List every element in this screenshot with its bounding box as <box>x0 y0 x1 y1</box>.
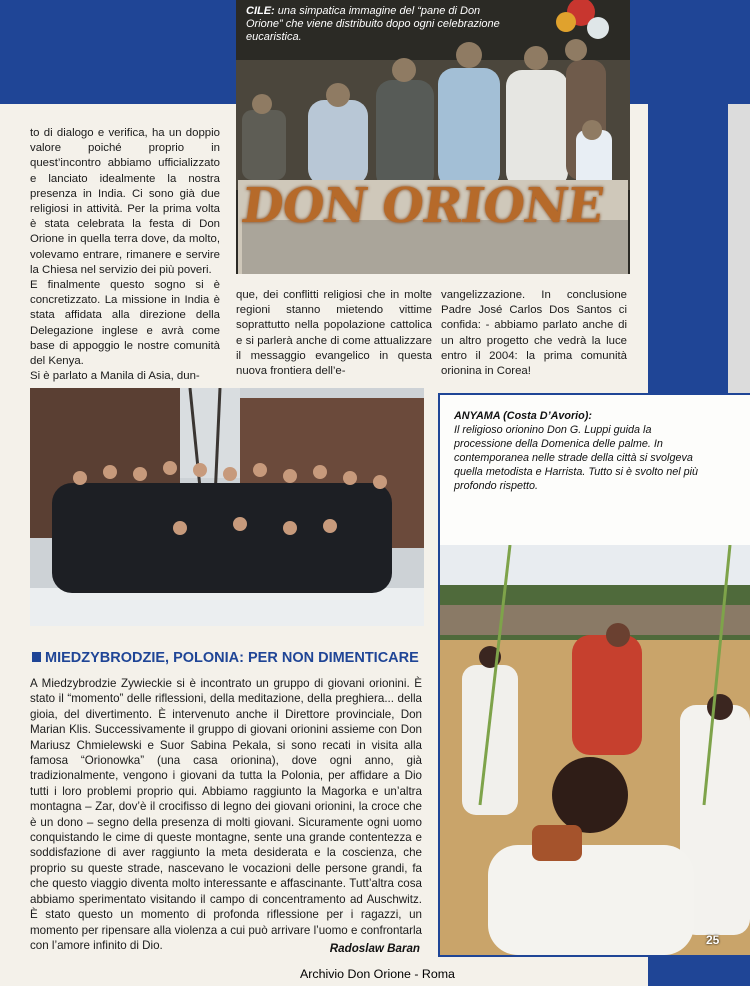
anyama-text: Il religioso orionino Don G. Luppi guida la processione della Domenica delle palme. In contemporanea nelle strade della città si svolgeva quella metodista e Harrista. Tutto si è svolto nel più profondo rispetto. <box>454 424 699 492</box>
article-top-col2: que, dei conflitti religiosi che in molte regioni stanno mietendo vittime soprattutto nella popolazione cattolica e si parlerà anche di come attualizzare il messaggio evangelico in questa nuova frontiera dell’e- <box>236 289 432 378</box>
article-top-col1 <box>30 126 220 384</box>
col1-para2: E finalmente questo sogno si è concretizzato. La missione in India è stata affidata alla direzione della Delegazione inglese e avrà come base di appoggio le nostre comunità del Kenya. <box>30 279 220 368</box>
bread-letters: DON ORIONE <box>238 178 607 234</box>
right-white-strip <box>728 104 750 393</box>
anyama-photo-frame <box>438 393 750 957</box>
top-photo-caption <box>246 5 501 44</box>
poland-group-photo <box>30 388 424 626</box>
caption-place: CILE: <box>246 5 275 17</box>
heading-text: MIEDZYBRODZIE, POLONIA: PER NON DIMENTICARE <box>45 650 419 666</box>
page-number: 25 <box>706 933 720 947</box>
section-heading <box>32 650 432 666</box>
anyama-scene <box>440 545 750 955</box>
blue-band-bottom <box>648 955 750 986</box>
archive-footer: Archivio Don Orione - Roma <box>300 967 455 981</box>
col1-para3: Si è parlato a Manila di Asia, dun- <box>30 370 200 383</box>
article-top-col3: vangelizzazione. In conclusione Padre José Carlos Dos Santos ci confida: - abbiamo parlato anche di un altro progetto che vedrà la luce entro il 2004: la prima comunità orionina in Corea! <box>441 289 627 378</box>
col1-para1: to di dialogo e verifica, ha un doppio valore poiché proprio in quest’incontro abbiamo ufficializzato e lanciato idealmente la nostra presenza in India. Ci sono già due religiosi in attività. Per la prima volta è stata celebrata la festa di Don Orione in quella terra dove, da molto, volevamo entrare, rimanere e servire la Chiesa nel servizio dei più poveri. <box>30 127 220 276</box>
anyama-caption <box>454 409 700 493</box>
caption-text: una simpatica immagine del “pane di Don Orione” che viene distribuito dopo ogni celebrazione eucaristica. <box>246 5 500 43</box>
anyama-place: ANYAMA (Costa D’Avorio): <box>454 410 592 422</box>
top-photo <box>236 0 630 274</box>
poland-scene <box>30 388 424 626</box>
heading-bullet <box>32 652 41 662</box>
article-bottom-body: A Miedzybrodzie Zywieckie si è incontrato un gruppo di giovani orionini. È stato il “momento” delle riflessioni, della meditazione, della preghiera... della gioia, del divertimento. È intervenuto anche il Direttore provinciale, Don Marian Klis. Successivamente il gruppo di giovani orionini assieme con Don Mariusz Chmielewski e Suor Sabina Pekala, si sono recati in visita alla famosa “Orionowka” (una casa orionina), dove ogni anno, già tradizionalmente, vengono i giovani da tutta la Polonia, per affidare a Dio tutti i loro problemi proprio qui. Abbiamo raggiunto la Magorka e un’altra montagna – Zar, dov’è il crocifisso di legno dei giovani orionini, la croce che è un dono – segno della presenza di molti giovani. Sicuramente ogni uomo conquistando le cime di queste montagne, sente una grande contentezza e soddisfazione di aver raggiunto la meta desiderata e la coscienza, che proprio su queste strade, nascevano le vocazioni delle persone grandi, fa che questo viaggio diventa molto interessante e affascinante. Tutt’altra cosa abbiamo sperimentato visitando il campo di concentramento ad Auschwitz. È stato questo un momento di profonda riflessione per i ragazzi, un momento per ripensare alla violenza a cui può arrivare l’uomo e confrontarla con l’amore infinito di Dio. <box>30 677 422 952</box>
author-signature: Radoslaw Baran <box>329 942 420 955</box>
